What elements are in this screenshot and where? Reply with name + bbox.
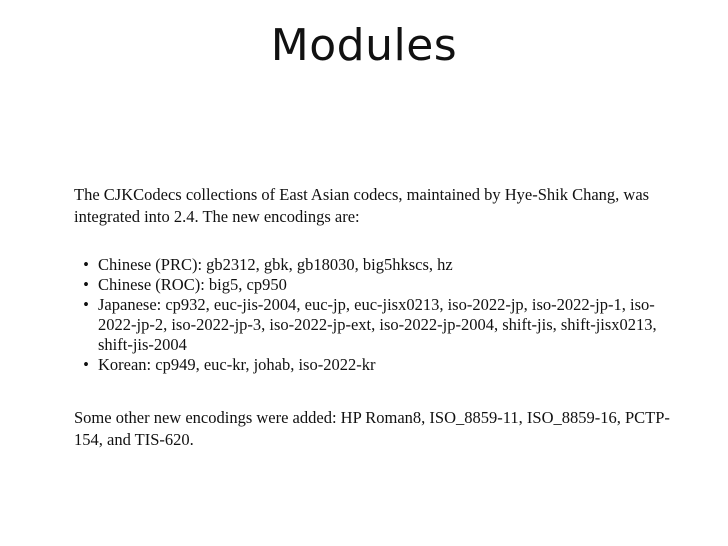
list-item-text: Japanese: cp932, euc-jis-2004, euc-jp, euc-jisx0213, iso-2022-jp, iso-2022-jp-1, iso-2022-jp-2, iso-2022-jp-3, iso-2022-jp-ext, iso-2022-jp-2004, shift-jis, shift-jisx0213, shift-jis-2004 [98,295,657,354]
bullet-icon: • [83,255,89,274]
list-item-chinese-prc [76,255,676,275]
list-item-text: Chinese (PRC): gb2312, gbk, gb18030, big5hkscs, hz [98,255,453,274]
slide-title: Modules [270,20,458,71]
intro-paragraph: The CJKCodecs collections of East Asian codecs, maintained by Hye-Shik Chang, was integrated into 2.4. The new encodings are: [74,185,650,226]
encodings-list [76,255,676,375]
bullet-icon: • [83,295,89,314]
bullet-icon: • [83,275,89,294]
list-item-japanese [76,295,676,355]
outro-paragraph: Some other new encodings were added: HP Roman8, ISO_8859-11, ISO_8859-16, PCTP-154, and TIS-620. [74,408,670,449]
bullet-icon: • [83,355,89,374]
list-item-text: Korean: cp949, euc-kr, johab, iso-2022-kr [98,355,376,374]
list-item-korean [76,355,676,375]
list-item-text: Chinese (ROC): big5, cp950 [98,275,287,294]
list-item-chinese-roc [76,275,676,295]
